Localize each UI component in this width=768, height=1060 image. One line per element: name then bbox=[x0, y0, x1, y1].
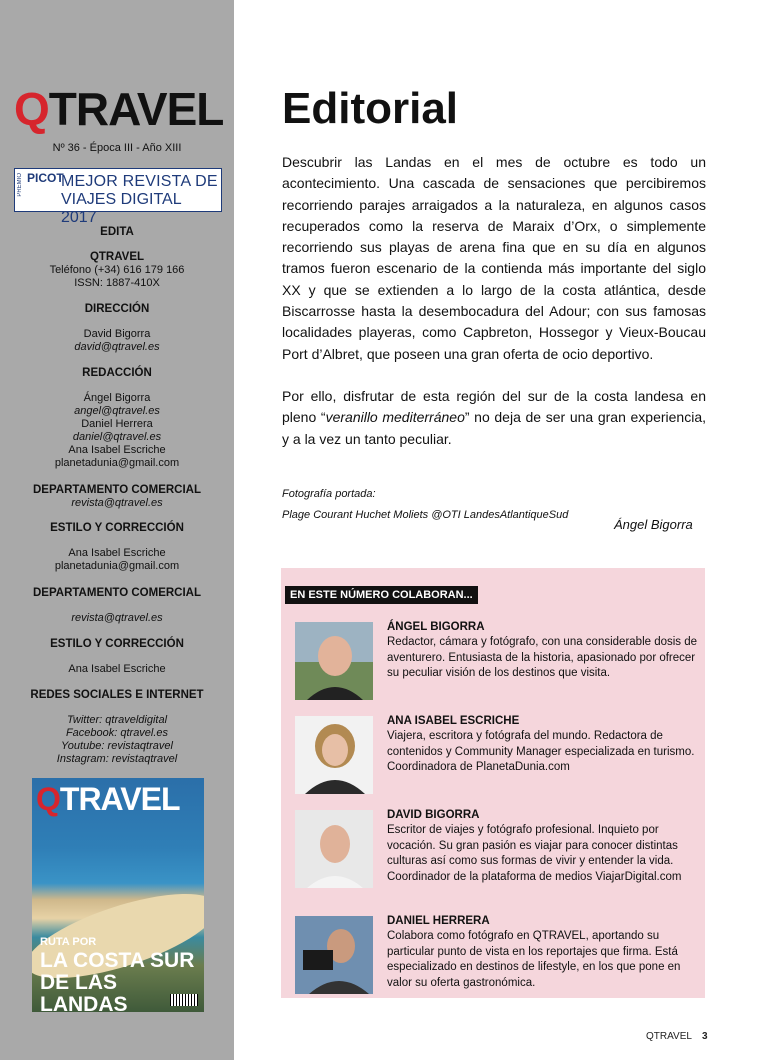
email-link[interactable]: revista@qtravel.es bbox=[71, 497, 163, 509]
page-number: 3 bbox=[701, 1031, 708, 1042]
issue-info: Nº 36 - Época III - Año XIII bbox=[52, 142, 182, 154]
comercial-block-1: DEPARTAMENTO COMERCIAL revista@qtravel.es bbox=[0, 484, 234, 510]
picot-logo: PICOT bbox=[27, 171, 64, 185]
paragraph: Descubrir las Landas en el mes de octubre es todo un acontecimiento. Una cascada de sensaciones que percibiremos recorriendo parajes arraigados a la naturaleza, en algunos casos recuperados como la reserva de Maraix d’Orx, o simplemente recorriendo sus playas de arena fina que en su día en algunos tramos fueron escenario de la contienda más importante del siglo XX y que se extienden a lo largo de la costa atlántica, desde Biscarrosse hasta la desembocadura del Adour; con sus famosas localidades playeras, como Capbreton, Hossegor y Vieux-Boucau Port d’Albret, que poseen una gran oferta de ocio deportivo. bbox=[282, 154, 706, 362]
estilo-block-2: ESTILO Y CORRECCIÓN Ana Isabel Escriche bbox=[50, 638, 184, 675]
collaborators-box: EN ESTE NÚMERO COLABORAN... ÁNGEL BIGORRA Redactor, cámara y fotógrafo, con una considerable dosis de aventurero. Entusiasta de la historia, apasionado por ofrecer su peculiar visión de los destinos que visita. ANA ISABEL ESCRICHE Viajera, escritora y fotógrafa del mundo. Redactora de contenidos y Community Manager especializada en turismo. Coordinadora de PlanetaDunia.com DAVID BIGORRA Escritor de viajes y fotógrafo profesional. Inquieto por vocación. Su gran pasión es viajar para conocer distintas culturas así como sus formas de vivir y entender la vida. Coordinador de la plataforma de medios ViajarDigital.com DANIEL HERRERA Colabora como fotógrafo en QTRAVEL, aportando su particular punto de vista en los reportajes que firma. Está especializado en destinos de lifestyle, en los que pone en valor su oferta gastronómica. bbox=[281, 568, 705, 998]
cover-logo: QTRAVEL bbox=[36, 781, 180, 817]
author-signature: Ángel Bigorra bbox=[614, 517, 693, 532]
avatar bbox=[295, 622, 373, 700]
photo-credit: Fotografía portada: Plage Courant Huchet Moliets @OTI LandesAtlantiqueSud bbox=[282, 488, 569, 521]
estilo-block-1: ESTILO Y CORRECCIÓN Ana Isabel Escriche planetadunia@gmail.com bbox=[0, 522, 234, 573]
page-footer: QTRAVEL 3 bbox=[646, 1031, 708, 1042]
email-link[interactable]: daniel@qtravel.es bbox=[72, 431, 162, 443]
paragraph: Por ello, disfrutar de esta región del sur de la costa landesa en pleno “veranillo mediterráneo” no deja de ser una gran experiencia, y a la vez un tanto peculiar. bbox=[282, 387, 706, 447]
avatar bbox=[295, 916, 373, 994]
email-link[interactable]: planetadunia@gmail.com bbox=[54, 457, 180, 469]
avatar bbox=[295, 810, 373, 888]
comercial-block-2: DEPARTAMENTO COMERCIAL revista@qtravel.es bbox=[0, 587, 234, 625]
email-link[interactable]: planetadunia@gmail.com bbox=[54, 560, 180, 572]
award-badge: PREMIO PICOT MEJOR REVISTA DE VIAJES DIGITAL 2017 bbox=[14, 168, 222, 212]
facebook-link[interactable]: Facebook: qtravel.es bbox=[65, 727, 169, 739]
instagram-link[interactable]: Instagram: revistaqtravel bbox=[56, 753, 178, 765]
email-link[interactable]: david@qtravel.es bbox=[74, 341, 160, 353]
youtube-link[interactable]: Youtube: revistaqtravel bbox=[61, 740, 173, 752]
barcode-icon bbox=[170, 994, 198, 1006]
email-link[interactable]: revista@qtravel.es bbox=[71, 612, 163, 624]
magazine-cover[interactable]: QTRAVEL RUTA POR LA COSTA SUR DE LAS LANDAS bbox=[32, 778, 204, 1012]
redaccion-block: REDACCIÓN Ángel Bigorra angel@qtravel.es Daniel Herrera daniel@qtravel.es Ana Isabel Escriche planetadunia@gmail.com bbox=[0, 367, 234, 470]
edita-block: EDITA QTRAVEL Teléfono (+34) 616 179 166 ISSN: 1887-410X bbox=[49, 226, 185, 289]
qtravel-logo: QTRAVEL bbox=[14, 83, 224, 135]
page-title: Editorial bbox=[282, 84, 459, 133]
email-link[interactable]: angel@qtravel.es bbox=[74, 405, 160, 417]
avatar bbox=[295, 716, 373, 794]
collaborators-label: EN ESTE NÚMERO COLABORAN... bbox=[285, 586, 478, 604]
twitter-link[interactable]: Twitter: qtraveldigital bbox=[66, 714, 168, 726]
redes-block: REDES SOCIALES E INTERNET Twitter: qtraveldigital Facebook: qtravel.es Youtube: revistaqtravel Instagram: revistaqtravel bbox=[0, 689, 234, 766]
sidebar bbox=[0, 0, 234, 1060]
direccion-block: DIRECCIÓN David Bigorra david@qtravel.es bbox=[0, 303, 234, 354]
editorial-body bbox=[282, 152, 706, 471]
